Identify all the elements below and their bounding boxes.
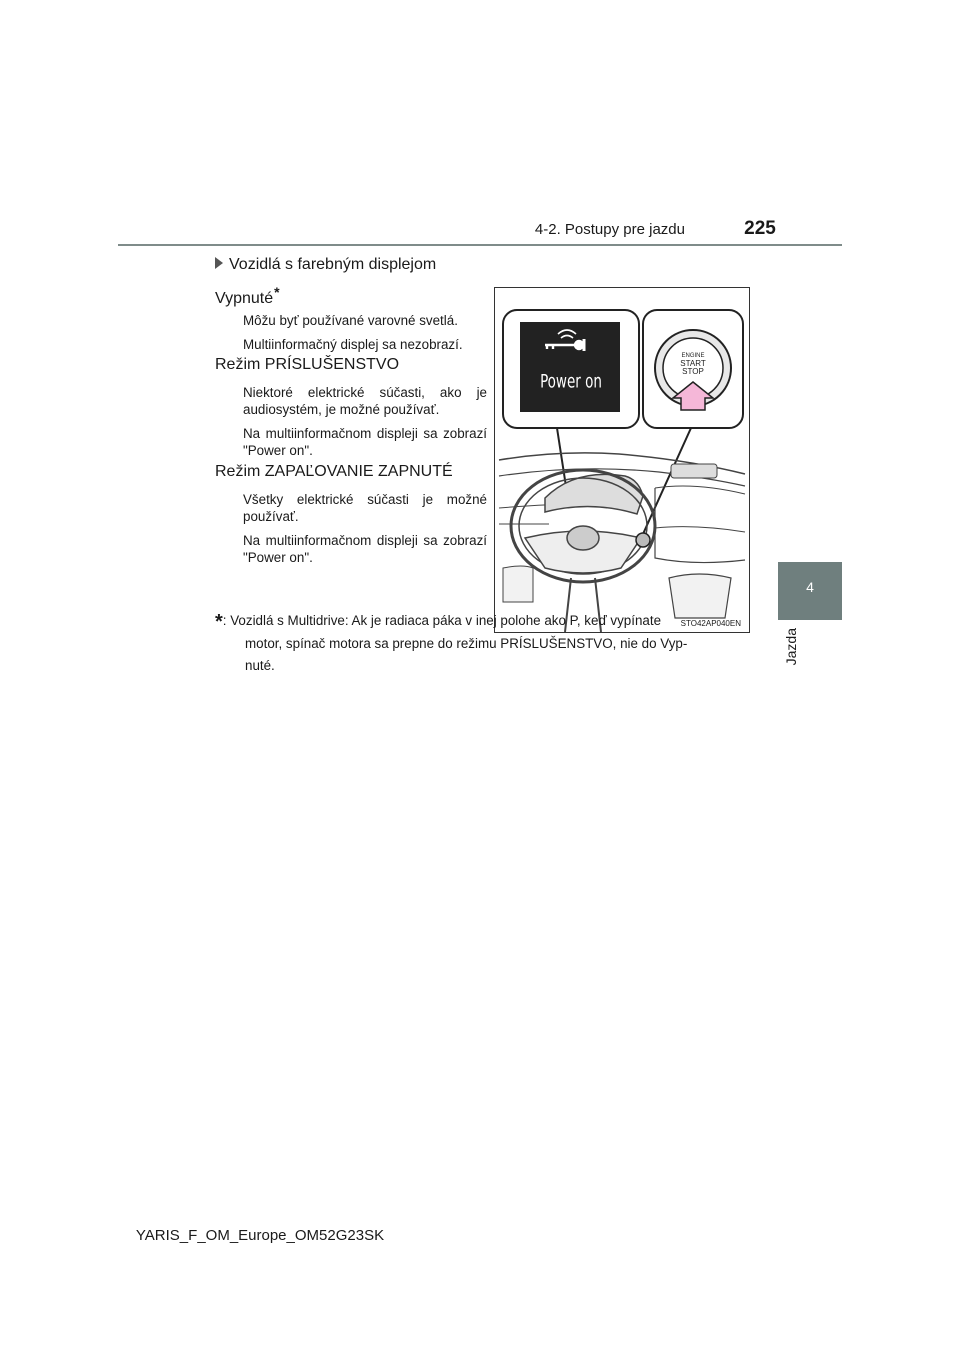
ign-paragraph-1: Všetky elektrické súčasti je možné používať.	[243, 492, 487, 524]
off-heading-asterisk: *	[274, 284, 280, 300]
acc-paragraph-1: Niektoré elektrické súčasti, ako je audiosystém, je možné používať.	[243, 385, 487, 417]
off-paragraph-1: Môžu byť používané varovné svetlá.	[243, 313, 458, 328]
page-number: 225	[744, 218, 776, 239]
bullet-heading-text: Vozidlá s farebným displejom	[229, 256, 437, 273]
section-title: 4-2. Postupy pre jazdu	[534, 221, 685, 238]
display-power-on-text: Power on	[540, 369, 602, 393]
acc-heading: Režim PRÍSLUŠENSTVO	[215, 356, 400, 373]
footnote-line-3: nuté.	[245, 658, 275, 673]
figure-illustration	[494, 287, 750, 633]
acc-paragraph-2: Na multiinformačnom displeji sa zobrazí "Power on".	[243, 426, 487, 458]
footnote	[215, 610, 745, 677]
engine-start-stop-button	[674, 352, 712, 376]
ign-heading: Režim ZAPAĽOVANIE ZAPNUTÉ	[215, 463, 453, 480]
dashboard-illustration	[495, 288, 749, 632]
ign-paragraph-2: Na multiinformačnom displeji sa zobrazí "Power on".	[243, 533, 487, 565]
document-id: YARIS_F_OM_Europe_OM52G23SK	[135, 1227, 385, 1244]
off-heading-text: Vypnuté	[215, 290, 274, 307]
figure-code: STO42AP040EN	[680, 619, 741, 628]
button-label-engine: ENGINE	[681, 353, 705, 359]
chapter-label: Jazda	[783, 628, 799, 666]
footnote-line-2: motor, spínač motora sa prepne do režimu PRÍSLUŠENSTVO, nie do Vyp-	[245, 636, 688, 651]
chapter-number: 4	[806, 579, 814, 595]
off-paragraph-2: Multiinformačný displej sa nezobrazí.	[243, 337, 463, 352]
footnote-line-1: : Vozidlá s Multidrive: Ak je radiaca páka v inej polohe ako P, keď vypínate	[222, 613, 662, 628]
button-label-stop: STOP	[682, 367, 704, 376]
header-divider	[118, 244, 842, 246]
bullet-heading	[215, 256, 436, 274]
off-heading	[215, 284, 280, 308]
button-label-start: START	[680, 359, 706, 368]
footnote-asterisk: *	[215, 611, 223, 633]
triangle-bullet-icon	[215, 257, 223, 269]
chapter-tab	[778, 562, 842, 620]
